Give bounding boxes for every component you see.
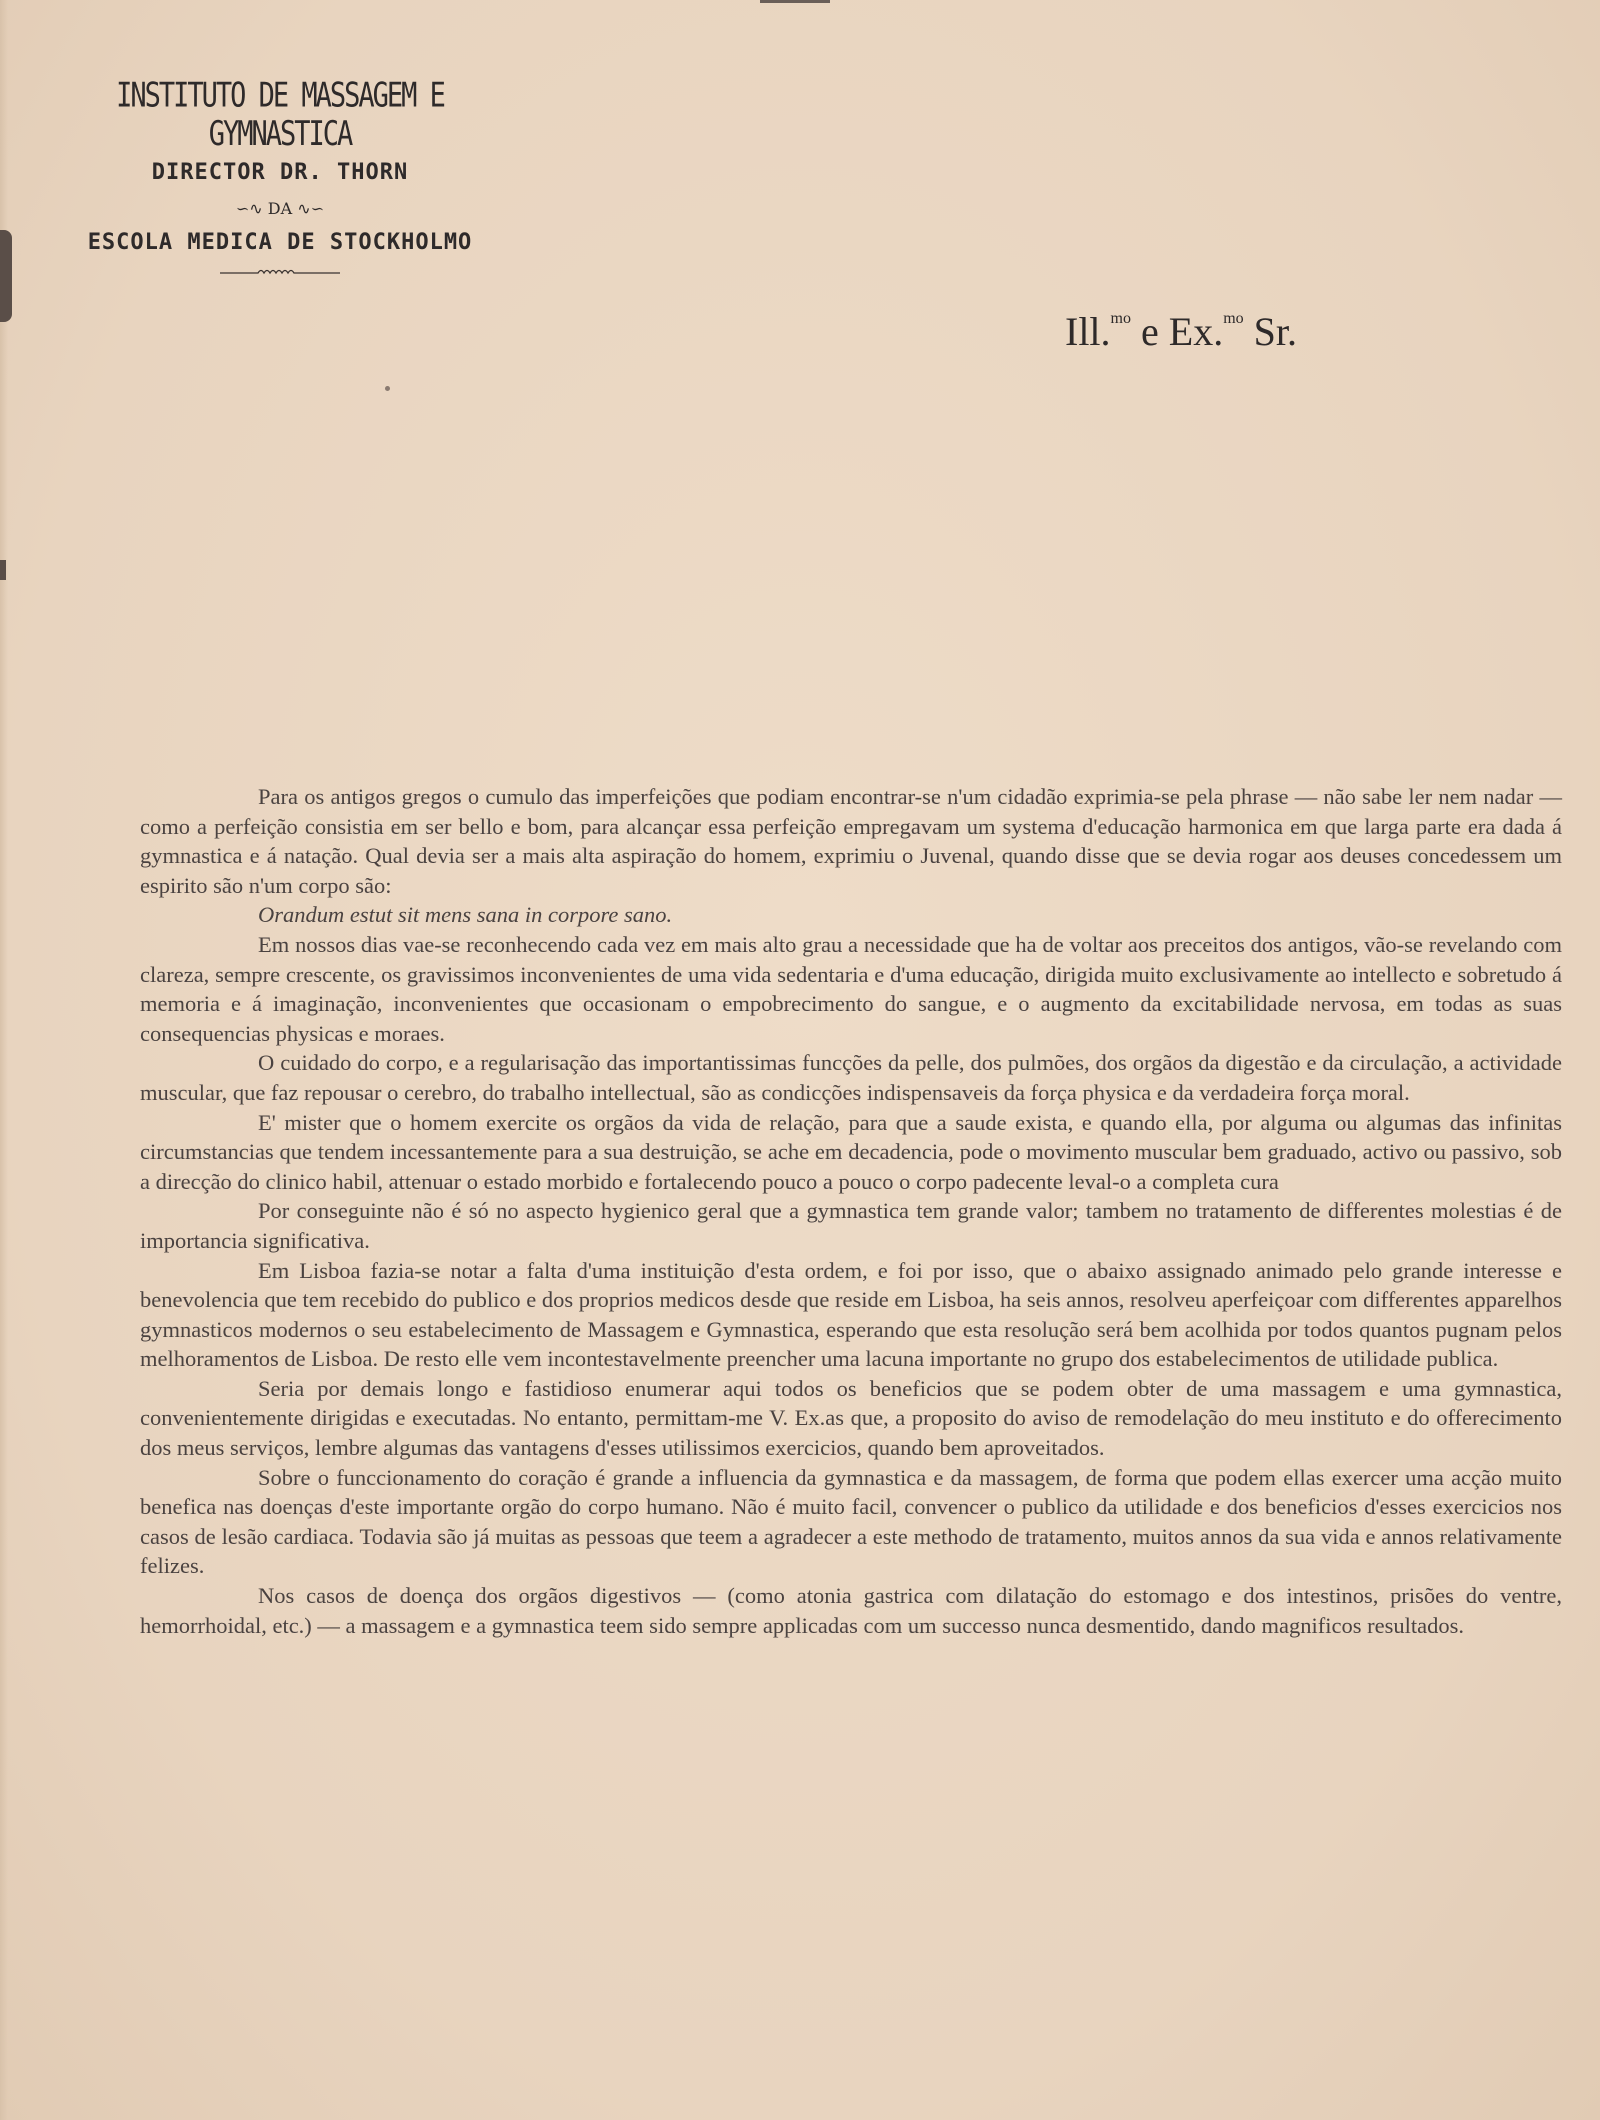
page-tick-mark bbox=[760, 0, 830, 3]
letter-body bbox=[140, 782, 1562, 1640]
binding-mark bbox=[0, 230, 12, 322]
letterhead-da: ∽∿ DA ∿∽ bbox=[235, 199, 325, 218]
body-paragraph: O cuidado do corpo, e a regularisação das importantissimas funcções da pelle, dos pulmões, dos orgãos da digestão e da circulação, a actividade muscular, que faz repousar o cerebro, do trabalho intellectual, são as condicções indispensaveis da força physica e da verdadeira força moral. bbox=[140, 1050, 1562, 1105]
body-paragraph: Para os antigos gregos o cumulo das imperfeições que podiam encontrar-se n'um cidadão exprimia-se pela phrase — não sabe ler nem nadar — como a perfeição consistia em ser bello e bom, para alcançar essa perfeição empregavam um systema d'educação harmonica em que larga parte era dada á gymnastica e á natação. Qual devia ser a mais alta aspiração do homem, exprimiu o Juvenal, quando disse que se devia rogar aos deuses concedessem um espirito são n'um corpo são: bbox=[140, 784, 1562, 898]
body-paragraph: Em Lisboa fazia-se notar a falta d'uma instituição d'esta ordem, e foi por isso, que o abaixo assignado animado pelo grande interesse e benevolencia que tem recebido do publico e dos proprios medicos desde que reside em Lisboa, ha seis annos, resolveu aperfeiçoar com differentes apparelhos gymnasticos modernos o seu estabelecimento de Massagem e Gymnastica, esperando que esta resolução será bem acolhida por todos quantos pugnam pelos melhoramentos de Lisboa. De resto elle vem incontestavelmente preencher uma lacuna importante no grupo dos estabelecimentos de utilidade publica. bbox=[140, 1257, 1562, 1372]
letterhead-director: DIRECTOR DR. THORN bbox=[151, 160, 409, 185]
binding-mark bbox=[0, 560, 6, 580]
flourish-divider-icon bbox=[220, 265, 340, 277]
body-paragraph: Por conseguinte não é só no aspecto hygienico geral que a gymnastica tem grande valor; tambem no tratamento de differentes molestias é de importancia significativa. bbox=[140, 1198, 1562, 1253]
flourish-icon: ∿∽ bbox=[297, 199, 325, 218]
paper-spot bbox=[385, 386, 390, 391]
salutation: Ill.$^{mo}$ e Ex.$^{mo}$ Sr. bbox=[1065, 309, 1297, 354]
body-paragraph: Nos casos de doença dos orgãos digestivos — (como atonia gastrica com dilatação do estomago e dos intestinos, prisões do ventre, hemorrhoidal, etc.) — a massagem e a gymnastica teem sido sempre applicadas com um successo nunca desmentido, dando magnificos resultados. bbox=[140, 1583, 1562, 1638]
body-paragraph: Sobre o funccionamento do coração é grande a influencia da gymnastica e da massagem, de forma que podem ellas exercer uma acção muito benefica nas doenças d'este importante orgão do corpo humano. Não é muito facil, convencer o publico da utilidade e dos beneficios d'esses exercicios nos casos de lesão cardiaca. Todavia são já muitas as pessoas que teem a agradecer a este methodo de tratamento, muitos annos da sua vida e annos relativamente felizes. bbox=[140, 1464, 1562, 1579]
letterhead-school: ESCOLA MEDICA DE STOCKHOLMO bbox=[87, 230, 473, 255]
latin-quote: Orandum estut sit mens sana in corpore sano. bbox=[258, 902, 673, 928]
body-paragraph: Seria por demais longo e fastidioso enumerar aqui todos os beneficios que se podem obter de uma massagem e uma gymnastica, convenientemente dirigidas e executadas. No entanto, permittam-me V. Ex.as que, a proposito do aviso de remodelação do meu instituto e do offerecimento dos meus serviços, lembre algumas das vantagens d'esses utilissimos exercicios, quando bem aproveitados. bbox=[140, 1375, 1562, 1461]
letterhead-institute: INSTITUTO DE MASSAGEM E GYMNASTICA bbox=[116, 76, 444, 154]
body-paragraph: E' mister que o homem exercite os orgãos da vida de relação, para que a saude exista, e quando ella, por alguma ou algumas das infinitas circumstancias que tendem incessantemente para a sua destruição, se ache em decadencia, pode o movimento muscular bem graduado, activo ou passivo, sob a direcção do clinico habil, attenuar o estado morbido e fortalecendo pouco a pouco o corpo padecente leval-o a completa cura bbox=[140, 1109, 1562, 1194]
flourish-icon: ∽∿ bbox=[235, 199, 263, 218]
body-paragraph: Em nossos dias vae-se reconhecendo cada vez em mais alto grau a necessidade que ha de voltar aos preceitos dos antigos, vão-se revelando com clareza, sempre crescente, os gravissimos inconvenientes de uma vida sedentaria e d'uma educação, dirigida muito exclusivamente ao intellecto e sobretudo á memoria e á imaginação, inconvenientes que occasionam o empobrecimento do sangue, e o augmento da excitabilidade nervosa, em todas as suas consequencias physicas e moraes. bbox=[140, 931, 1562, 1046]
letterhead bbox=[80, 76, 480, 281]
